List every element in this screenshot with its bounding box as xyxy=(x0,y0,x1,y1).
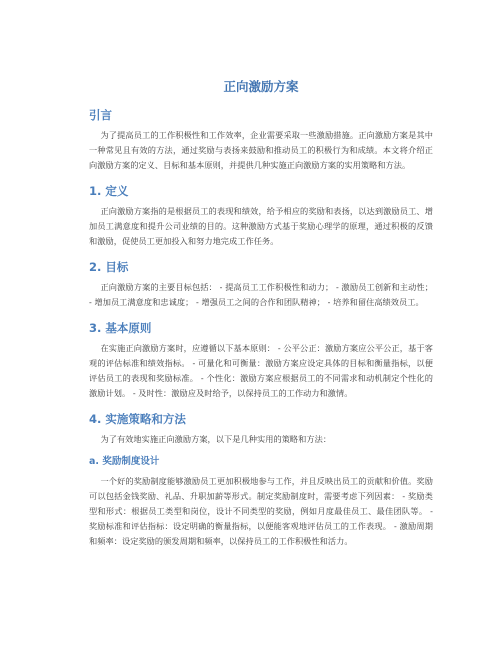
section-heading-introduction: 引言 xyxy=(89,108,112,122)
section-paragraph-definition: 正向激励方案指的是根据员工的表现和绩效，给予相应的奖励和表扬，以达到激励员工、增加员工满意度和提升公司业绩的目的。这种激励方式基于奖励心理学的原理，通过积极的反馈和激励，促使员工更加投入和努力地完成工作任务。 xyxy=(89,206,433,246)
document-page xyxy=(89,0,433,549)
section-paragraph-principles: 在实施正向激励方案时，应遵循以下基本原则： - 公平公正：激励方案应公平公正，基于客观的评估标准和绩效指标。 - 可量化和可衡量：激励方案应设定具体的目标和衡量指标，以便评估员工的表现和奖励标准。 - 个性化：激励方案应根据员工的不同需求和动机制定个性化的激励计划。 - 及时性：激励应及时给予，以保持员工的工作动力和激情。 xyxy=(89,343,433,398)
section-heading-strategies: 4. 实施策略和方法 xyxy=(89,412,186,426)
section-paragraph-introduction: 为了提高员工的工作积极性和工作效率，企业需要采取一些激励措施。正向激励方案是其中一种常见且有效的方法，通过奖励与表扬来鼓励和推动员工的积极行为和成绩。本文将介绍正向激励方案的定义、目标和基本原则，并提供几种实施正向激励方案的实用策略和方法。 xyxy=(89,130,433,170)
section-heading-definition: 1. 定义 xyxy=(89,184,129,198)
section-heading-goals: 2. 目标 xyxy=(89,260,129,274)
section-paragraph-goals: 正向激励方案的主要目标包括： - 提高员工工作积极性和动力； - 激励员工创新和主动性； - 增加员工满意度和忠诚度； - 增强员工之间的合作和团队精神； - 培养和留住高绩效员工。 xyxy=(89,282,433,307)
subsection-heading-reward-design: a. 奖励制度设计 xyxy=(89,456,160,467)
section-heading-principles: 3. 基本原则 xyxy=(89,321,152,335)
subsection-paragraph-reward-design: 一个好的奖励制度能够激励员工更加积极地参与工作，并且反映出员工的贡献和价值。奖励可以包括金钱奖励、礼品、升职加薪等形式。制定奖励制度时，需要考虑下列因素： - 奖励类型和形式：根据员工类型和岗位，设计不同类型的奖励，例如月度最佳员工、最佳团队等。 - 奖励标准和评估指标：设定明确的衡量指标，以便能客观地评估员工的工作表现。 - 激励周期和频率：设定奖励的颁发周期和频率，以保持员工的工作积极性和活力。 xyxy=(89,476,433,546)
section-paragraph-strategies: 为了有效地实施正向激励方案，以下是几种实用的策略和方法： xyxy=(100,434,332,444)
document-title: 正向激励方案 xyxy=(223,79,299,94)
